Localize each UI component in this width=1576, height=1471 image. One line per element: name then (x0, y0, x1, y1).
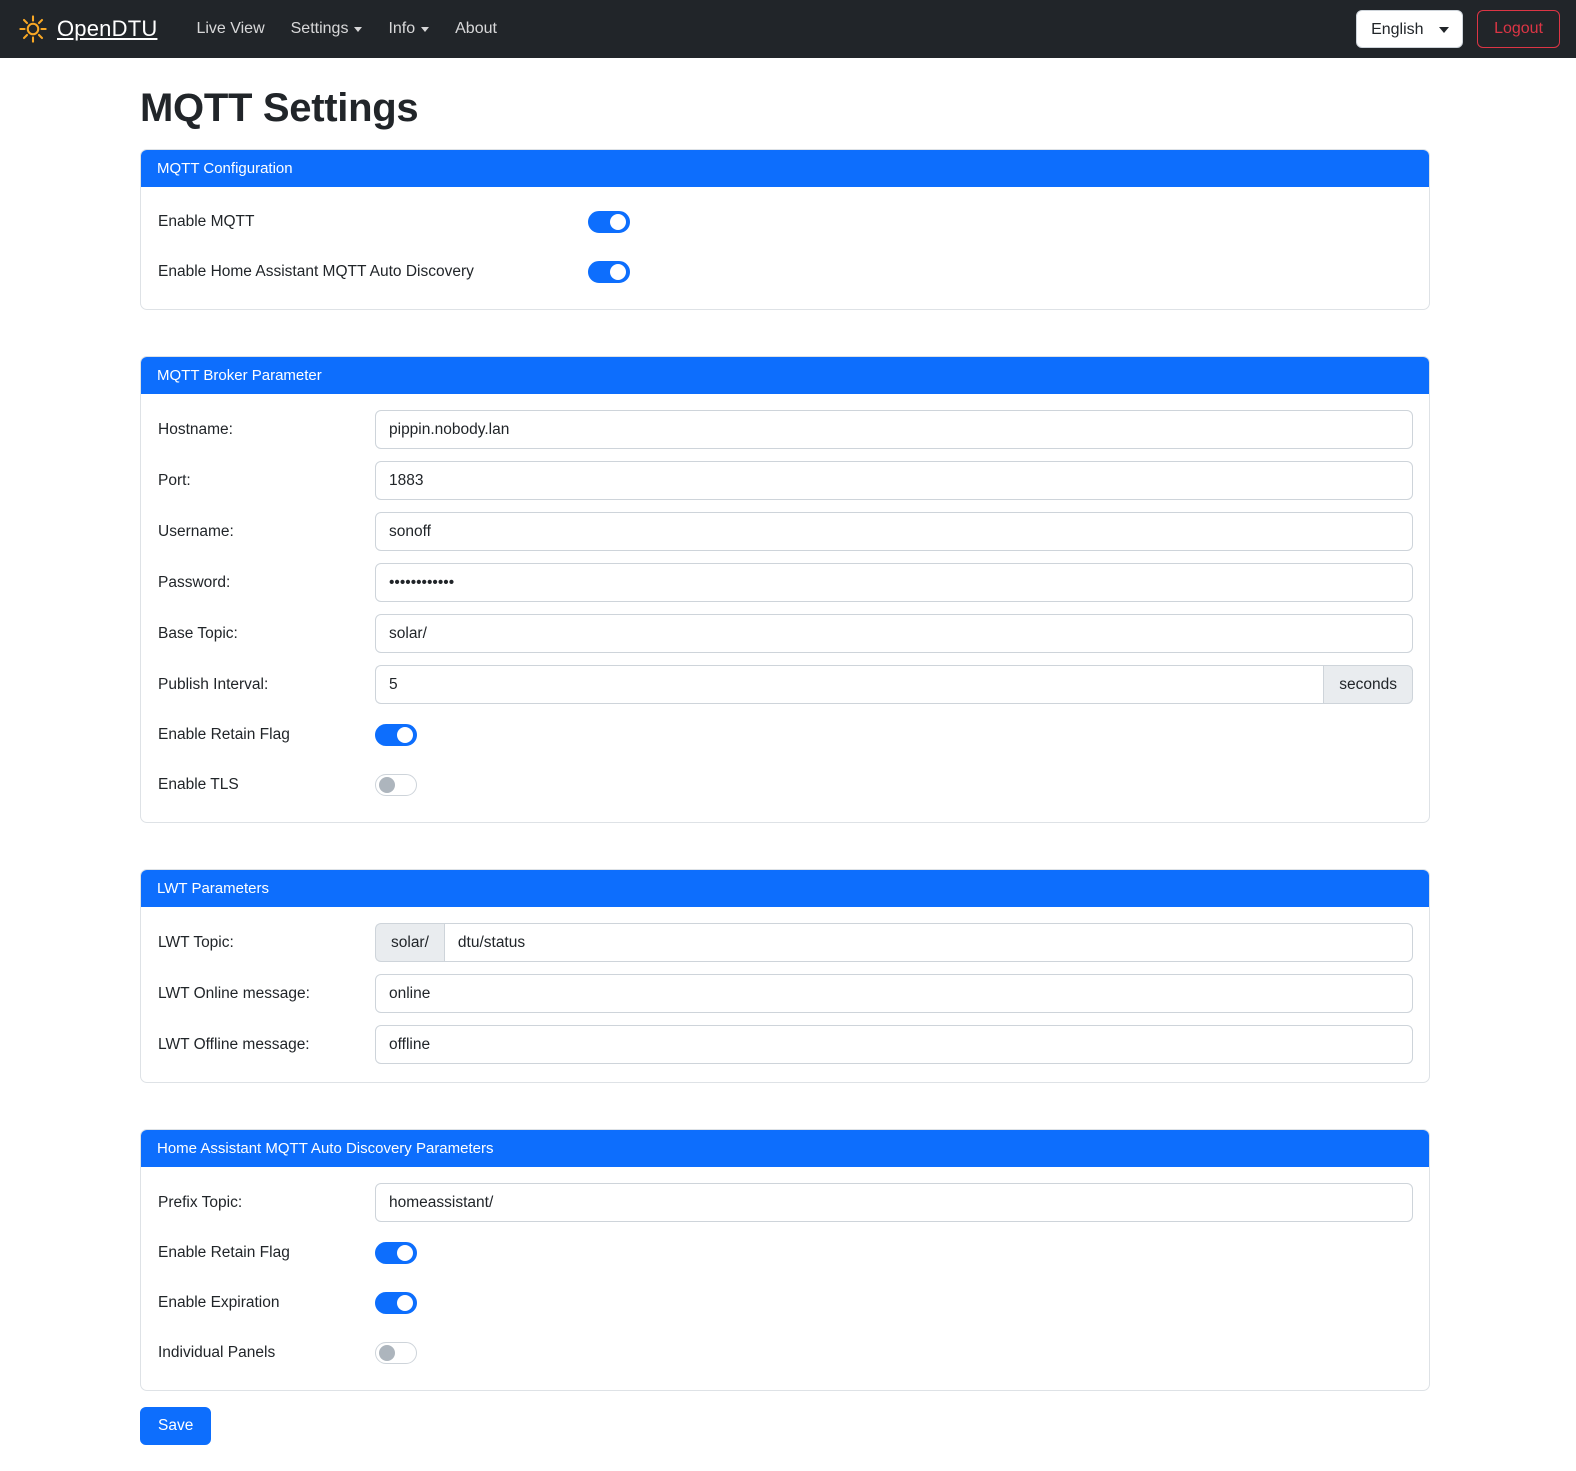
username-input[interactable] (375, 512, 1413, 551)
password-input[interactable] (375, 563, 1413, 602)
field-hass-retain-flag (375, 1242, 1413, 1264)
row-base-topic (157, 614, 1413, 653)
page-title: MQTT Settings (140, 86, 419, 130)
spacer (0, 1083, 1576, 1129)
row-hass-retain-flag (157, 1234, 1413, 1272)
label-individual-panels: Individual Panels (158, 1344, 276, 1361)
port-input[interactable] (375, 461, 1413, 500)
field-publish-interval (375, 665, 1413, 704)
row-enable-tls (157, 766, 1413, 804)
toggle-knob (379, 777, 395, 793)
row-lwt-online (157, 974, 1413, 1013)
toggle-enable-mqtt[interactable] (588, 211, 630, 233)
card-lwt-parameters (140, 869, 1430, 1083)
card-body-mqtt-configuration (141, 187, 1429, 309)
label-publish-interval: Publish Interval: (158, 675, 269, 693)
row-port (157, 461, 1413, 500)
toggle-knob (610, 214, 626, 230)
label-lwt-offline: LWT Offline message: (158, 1035, 310, 1053)
field-lwt-offline (375, 1025, 1413, 1064)
prefix-topic-input[interactable] (375, 1183, 1413, 1222)
label-prefix-topic: Prefix Topic: (158, 1193, 243, 1211)
bottom-padding (0, 1445, 1576, 1471)
lwt-topic-prefix: solar/ (375, 923, 444, 962)
field-prefix-topic (375, 1183, 1413, 1222)
label-password: Password: (158, 573, 231, 591)
base-topic-input[interactable] (375, 614, 1413, 653)
label-hass-retain-flag: Enable Retain Flag (158, 1244, 290, 1261)
row-prefix-topic (157, 1183, 1413, 1222)
label-hass-expiration: Enable Expiration (158, 1294, 280, 1311)
row-enable-ha-discovery (157, 253, 1413, 291)
nav-item-settings[interactable] (278, 14, 376, 44)
toggle-hass-retain-flag[interactable] (375, 1242, 417, 1264)
label-enable-mqtt: Enable MQTT (158, 213, 255, 230)
label-hostname: Hostname: (158, 420, 233, 438)
nav-item-settings-label: Settings (290, 20, 349, 37)
toggle-knob (397, 727, 413, 743)
toggle-enable-ha-discovery[interactable] (588, 261, 630, 283)
brand-label: OpenDTU (57, 16, 158, 41)
nav-item-live-view-label: Live View (196, 20, 265, 37)
row-hass-expiration (157, 1284, 1413, 1322)
nav-item-info-label: Info (388, 20, 416, 37)
sun-icon (18, 14, 48, 44)
save-row (140, 1407, 1576, 1445)
card-mqtt-configuration (140, 149, 1430, 310)
card-header-hass-discovery: Home Assistant MQTT Auto Discovery Parameters (141, 1130, 1429, 1167)
chevron-down-icon (354, 27, 362, 32)
row-hostname (157, 410, 1413, 449)
lwt-topic-group (375, 923, 1413, 962)
field-enable-mqtt (375, 211, 1413, 233)
spacer (0, 310, 1576, 356)
field-password (375, 563, 1413, 602)
toggle-retain-flag[interactable] (375, 724, 417, 746)
card-hass-discovery (140, 1129, 1430, 1391)
logout-button[interactable]: Logout (1477, 10, 1560, 48)
row-lwt-topic (157, 923, 1413, 962)
field-base-topic (375, 614, 1413, 653)
card-header-lwt-parameters: LWT Parameters (141, 870, 1429, 907)
label-enable-ha-discovery: Enable Home Assistant MQTT Auto Discovery (158, 263, 474, 280)
card-header-mqtt-broker: MQTT Broker Parameter (141, 357, 1429, 394)
label-lwt-online: LWT Online message: (158, 984, 310, 1002)
hostname-input[interactable] (375, 410, 1413, 449)
navbar-right-group (1356, 10, 1560, 48)
chevron-down-icon (421, 27, 429, 32)
card-body-mqtt-broker (141, 394, 1429, 822)
row-individual-panels (157, 1334, 1413, 1372)
row-publish-interval (157, 665, 1413, 704)
spacer (0, 823, 1576, 869)
row-enable-mqtt (157, 203, 1413, 241)
publish-interval-group (375, 665, 1413, 704)
card-mqtt-broker (140, 356, 1430, 823)
nav-links (183, 14, 510, 44)
nav-item-about[interactable] (442, 14, 510, 44)
card-body-hass-discovery (141, 1167, 1429, 1390)
label-username: Username: (158, 522, 234, 540)
row-lwt-offline (157, 1025, 1413, 1064)
brand-logo[interactable] (18, 14, 157, 44)
lwt-topic-input[interactable] (444, 923, 1413, 962)
save-button[interactable]: Save (140, 1407, 211, 1445)
row-retain-flag (157, 716, 1413, 754)
row-username (157, 512, 1413, 551)
lwt-online-input[interactable] (375, 974, 1413, 1013)
card-header-mqtt-configuration: MQTT Configuration (141, 150, 1429, 187)
field-enable-tls (375, 774, 1413, 796)
publish-interval-input[interactable] (375, 665, 1323, 704)
lwt-offline-input[interactable] (375, 1025, 1413, 1064)
label-base-topic: Base Topic: (158, 624, 238, 642)
field-enable-ha-discovery (487, 261, 1413, 283)
row-password (157, 563, 1413, 602)
toggle-hass-expiration[interactable] (375, 1292, 417, 1314)
field-lwt-topic (375, 923, 1413, 962)
toggle-individual-panels[interactable] (375, 1342, 417, 1364)
toggle-knob (397, 1245, 413, 1261)
toggle-enable-tls[interactable] (375, 774, 417, 796)
nav-item-live-view[interactable] (183, 14, 277, 44)
page-content (0, 86, 1576, 1471)
language-select-wrapper (1356, 10, 1463, 48)
label-port: Port: (158, 471, 191, 489)
toggle-knob (397, 1295, 413, 1311)
field-lwt-online (375, 974, 1413, 1013)
field-hostname (375, 410, 1413, 449)
field-hass-expiration (375, 1292, 1413, 1314)
language-select[interactable] (1356, 10, 1463, 48)
toggle-knob (379, 1345, 395, 1361)
publish-interval-unit: seconds (1323, 665, 1413, 704)
field-retain-flag (375, 724, 1413, 746)
card-body-lwt-parameters (141, 907, 1429, 1082)
label-enable-tls: Enable TLS (158, 776, 239, 793)
field-port (375, 461, 1413, 500)
toggle-knob (610, 264, 626, 280)
field-individual-panels (375, 1342, 1413, 1364)
label-lwt-topic: LWT Topic: (158, 933, 234, 951)
field-username (375, 512, 1413, 551)
label-retain-flag: Enable Retain Flag (158, 726, 290, 743)
nav-item-about-label: About (455, 20, 497, 37)
top-navbar (0, 0, 1576, 58)
nav-item-info[interactable] (375, 14, 442, 44)
